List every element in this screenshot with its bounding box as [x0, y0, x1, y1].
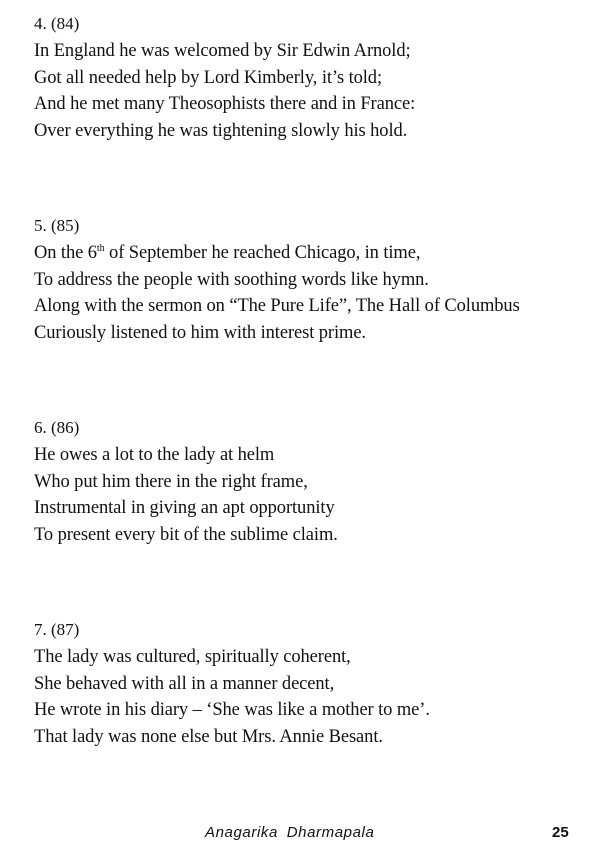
verse-line-rest: of September he reached Chicago, in time, [104, 243, 421, 263]
stanza-4 [34, 14, 584, 144]
page-footer [0, 824, 600, 848]
verse-line: In England he was welcomed by Sir Edwin Arnold; [34, 41, 411, 61]
stanza-number: 6. (86) [34, 418, 80, 437]
stanza-6 [34, 418, 584, 548]
verse-line: To present every bit of the sublime claim. [34, 524, 338, 545]
stanza-number: 4. (84) [34, 14, 80, 33]
verse-line: And he met many Theosophists there and in France: [34, 94, 416, 114]
verse-line: Instrumental in giving an apt opportunity [34, 498, 335, 518]
verse-line: Over everything he was tightening slowly his hold. [34, 120, 408, 141]
verse-line: She behaved with all in a manner decent, [34, 673, 335, 694]
verse-line: The lady was cultured, spiritually coherent, [34, 647, 351, 667]
ordinal-superscript: th [96, 242, 105, 254]
stanza-number: 7. (87) [34, 620, 80, 639]
stanza-5 [34, 216, 584, 346]
stanza-7 [34, 620, 584, 750]
page-number: 25 [552, 824, 569, 841]
verse-line [34, 240, 584, 267]
verse-line: He owes a lot to the lady at helm [34, 445, 275, 465]
verse-line: Curiously listened to him with interest prime. [34, 322, 366, 343]
verse-line: He wrote in his diary – ‘She was like a mother to me’. [34, 700, 430, 720]
running-title: Anagarika Dharmapala [205, 824, 375, 841]
verse-line-start: On the 6 [34, 243, 97, 263]
stanza-number: 5. (85) [34, 216, 80, 235]
verse-line: That lady was none else but Mrs. Annie Besant. [34, 726, 383, 747]
verse-line: Along with the sermon on “The Pure Life”, The Hall of Columbus [34, 296, 520, 316]
verse-line: To address the people with soothing words like hymn. [34, 269, 429, 290]
verse-line: Got all needed help by Lord Kimberly, it’s told; [34, 67, 383, 88]
verse-line: Who put him there in the right frame, [34, 471, 308, 492]
